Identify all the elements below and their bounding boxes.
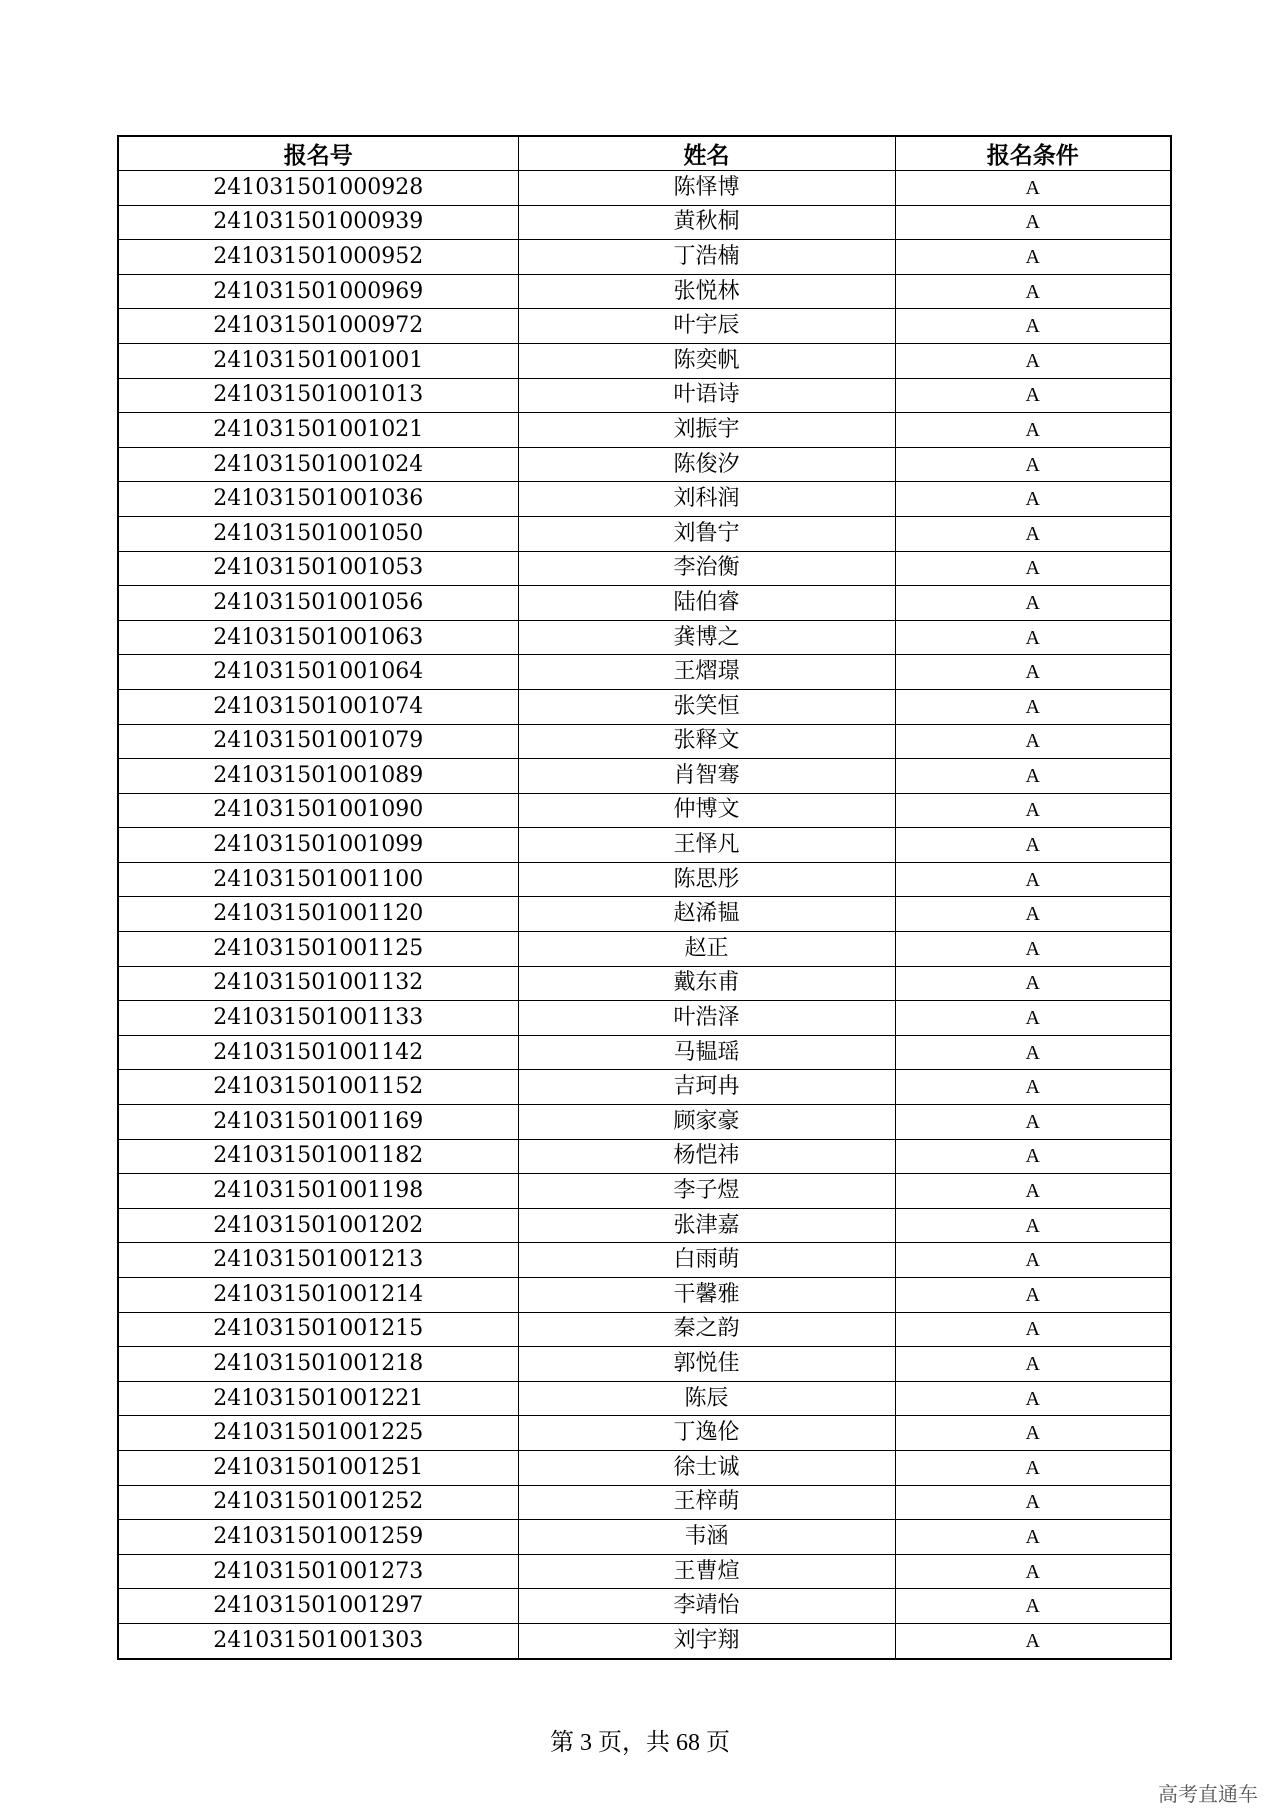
condition-cell: A: [895, 828, 1171, 863]
name-cell: 干馨雅: [518, 1278, 895, 1313]
reg-no-cell: 241031501001251: [118, 1450, 518, 1485]
table-row: [118, 1243, 1171, 1278]
table-row: [118, 1001, 1171, 1036]
condition-cell: A: [895, 309, 1171, 344]
table-row: [118, 897, 1171, 932]
name-cell: 叶浩泽: [518, 1001, 895, 1036]
reg-no-cell: 241031501001099: [118, 828, 518, 863]
reg-no-cell: 241031501001133: [118, 1001, 518, 1036]
table-header: [118, 136, 1171, 171]
name-cell: 肖智骞: [518, 759, 895, 794]
table-row: [118, 1070, 1171, 1105]
name-cell: 刘宇翔: [518, 1623, 895, 1658]
name-cell: 陈奕帆: [518, 343, 895, 378]
condition-cell: A: [895, 1139, 1171, 1174]
condition-cell: A: [895, 378, 1171, 413]
table-row: [118, 171, 1171, 206]
condition-cell: A: [895, 620, 1171, 655]
reg-no-cell: 241031501001074: [118, 689, 518, 724]
reg-no-cell: 241031501001063: [118, 620, 518, 655]
reg-no-cell: 241031501001273: [118, 1554, 518, 1589]
reg-no-cell: 241031501001259: [118, 1520, 518, 1555]
name-cell: 王梓萌: [518, 1485, 895, 1520]
table-row: [118, 343, 1171, 378]
condition-cell: A: [895, 1035, 1171, 1070]
table-row: [118, 966, 1171, 1001]
name-cell: 陈辰: [518, 1381, 895, 1416]
table-row: [118, 1485, 1171, 1520]
name-cell: 徐士诚: [518, 1450, 895, 1485]
condition-cell: A: [895, 1381, 1171, 1416]
table-row: [118, 759, 1171, 794]
condition-cell: A: [895, 1208, 1171, 1243]
reg-no-cell: 241031501001036: [118, 482, 518, 517]
table-row: [118, 1105, 1171, 1140]
condition-cell: A: [895, 759, 1171, 794]
reg-no-cell: 241031501001213: [118, 1243, 518, 1278]
reg-no-cell: 241031501001225: [118, 1416, 518, 1451]
name-cell: 郭悦佳: [518, 1347, 895, 1382]
name-cell: 叶宇辰: [518, 309, 895, 344]
reg-no-cell: 241031501000972: [118, 309, 518, 344]
table-row: [118, 1278, 1171, 1313]
reg-no-cell: 241031501001182: [118, 1139, 518, 1174]
reg-no-cell: 241031501001053: [118, 551, 518, 586]
name-cell: 黄秋桐: [518, 205, 895, 240]
header-condition: 报名条件: [895, 136, 1171, 171]
name-cell: 陈怿博: [518, 171, 895, 206]
condition-cell: A: [895, 343, 1171, 378]
name-cell: 韦涵: [518, 1520, 895, 1555]
table-body: [118, 171, 1171, 1659]
condition-cell: A: [895, 171, 1171, 206]
condition-cell: A: [895, 1001, 1171, 1036]
condition-cell: A: [895, 1312, 1171, 1347]
table-row: [118, 828, 1171, 863]
table-row: [118, 932, 1171, 967]
table-row: [118, 689, 1171, 724]
name-cell: 戴东甫: [518, 966, 895, 1001]
condition-cell: A: [895, 1174, 1171, 1209]
name-cell: 刘科润: [518, 482, 895, 517]
table-row: [118, 1589, 1171, 1624]
table-row: [118, 274, 1171, 309]
name-cell: 王曹煊: [518, 1554, 895, 1589]
condition-cell: A: [895, 274, 1171, 309]
condition-cell: A: [895, 1416, 1171, 1451]
name-cell: 王怿凡: [518, 828, 895, 863]
condition-cell: A: [895, 1243, 1171, 1278]
table-row: [118, 586, 1171, 621]
reg-no-cell: 241031501001198: [118, 1174, 518, 1209]
name-cell: 陈俊汐: [518, 447, 895, 482]
reg-no-cell: 241031501001079: [118, 724, 518, 759]
table-row: [118, 413, 1171, 448]
reg-no-cell: 241031501000952: [118, 240, 518, 275]
name-cell: 仲博文: [518, 793, 895, 828]
table-row: [118, 309, 1171, 344]
condition-cell: A: [895, 655, 1171, 690]
header-reg-no: 报名号: [118, 136, 518, 171]
table-row: [118, 378, 1171, 413]
watermark: 高考直通车: [1158, 1782, 1258, 1806]
reg-no-cell: 241031501001252: [118, 1485, 518, 1520]
table-row: [118, 1450, 1171, 1485]
name-cell: 陆伯睿: [518, 586, 895, 621]
condition-cell: A: [895, 793, 1171, 828]
name-cell: 秦之韵: [518, 1312, 895, 1347]
reg-no-cell: 241031501001064: [118, 655, 518, 690]
condition-cell: A: [895, 205, 1171, 240]
name-cell: 王熠璟: [518, 655, 895, 690]
reg-no-cell: 241031501001021: [118, 413, 518, 448]
condition-cell: A: [895, 1589, 1171, 1624]
reg-no-cell: 241031501001214: [118, 1278, 518, 1313]
name-cell: 刘振宇: [518, 413, 895, 448]
table-row: [118, 1347, 1171, 1382]
condition-cell: A: [895, 1070, 1171, 1105]
condition-cell: A: [895, 966, 1171, 1001]
table-row: [118, 1416, 1171, 1451]
name-cell: 叶语诗: [518, 378, 895, 413]
condition-cell: A: [895, 724, 1171, 759]
name-cell: 张笑恒: [518, 689, 895, 724]
name-cell: 马韫瑶: [518, 1035, 895, 1070]
name-cell: 李靖怡: [518, 1589, 895, 1624]
name-cell: 张津嘉: [518, 1208, 895, 1243]
condition-cell: A: [895, 240, 1171, 275]
reg-no-cell: 241031501001050: [118, 516, 518, 551]
name-cell: 顾家豪: [518, 1105, 895, 1140]
table-row: [118, 516, 1171, 551]
table-row: [118, 724, 1171, 759]
reg-no-cell: 241031501001215: [118, 1312, 518, 1347]
name-cell: 李子煜: [518, 1174, 895, 1209]
table-row: [118, 1035, 1171, 1070]
name-cell: 张悦林: [518, 274, 895, 309]
name-cell: 刘鲁宁: [518, 516, 895, 551]
name-cell: 杨恺祎: [518, 1139, 895, 1174]
reg-no-cell: 241031501000928: [118, 171, 518, 206]
name-cell: 白雨萌: [518, 1243, 895, 1278]
condition-cell: A: [895, 1554, 1171, 1589]
condition-cell: A: [895, 1520, 1171, 1555]
table-row: [118, 1174, 1171, 1209]
condition-cell: A: [895, 413, 1171, 448]
condition-cell: A: [895, 689, 1171, 724]
condition-cell: A: [895, 1450, 1171, 1485]
table-row: [118, 655, 1171, 690]
condition-cell: A: [895, 586, 1171, 621]
reg-no-cell: 241031501001132: [118, 966, 518, 1001]
table-row: [118, 1312, 1171, 1347]
condition-cell: A: [895, 1623, 1171, 1658]
reg-no-cell: 241031501001090: [118, 793, 518, 828]
reg-no-cell: 241031501001056: [118, 586, 518, 621]
reg-no-cell: 241031501001202: [118, 1208, 518, 1243]
table-row: [118, 551, 1171, 586]
table-row: [118, 205, 1171, 240]
name-cell: 陈思彤: [518, 862, 895, 897]
reg-no-cell: 241031501001169: [118, 1105, 518, 1140]
condition-cell: A: [895, 862, 1171, 897]
condition-cell: A: [895, 1485, 1171, 1520]
condition-cell: A: [895, 1278, 1171, 1313]
reg-no-cell: 241031501001221: [118, 1381, 518, 1416]
name-cell: 赵正: [518, 932, 895, 967]
name-cell: 龚博之: [518, 620, 895, 655]
table-row: [118, 862, 1171, 897]
reg-no-cell: 241031501000939: [118, 205, 518, 240]
reg-no-cell: 241031501001001: [118, 343, 518, 378]
reg-no-cell: 241031501001024: [118, 447, 518, 482]
registration-table: [117, 135, 1172, 1660]
reg-no-cell: 241031501001013: [118, 378, 518, 413]
reg-no-cell: 241031501001089: [118, 759, 518, 794]
reg-no-cell: 241031501001297: [118, 1589, 518, 1624]
table-row: [118, 1381, 1171, 1416]
condition-cell: A: [895, 932, 1171, 967]
name-cell: 赵浠韫: [518, 897, 895, 932]
table-row: [118, 482, 1171, 517]
reg-no-cell: 241031501001142: [118, 1035, 518, 1070]
reg-no-cell: 241031501001120: [118, 897, 518, 932]
name-cell: 丁逸伦: [518, 1416, 895, 1451]
table-row: [118, 1139, 1171, 1174]
condition-cell: A: [895, 551, 1171, 586]
page-number: 第 3 页，共 68 页: [550, 1730, 730, 1756]
reg-no-cell: 241031501001303: [118, 1623, 518, 1658]
table-row: [118, 1623, 1171, 1658]
table-row: [118, 1520, 1171, 1555]
reg-no-cell: 241031501001218: [118, 1347, 518, 1382]
reg-no-cell: 241031501001125: [118, 932, 518, 967]
name-cell: 吉珂冉: [518, 1070, 895, 1105]
condition-cell: A: [895, 897, 1171, 932]
condition-cell: A: [895, 482, 1171, 517]
table-row: [118, 793, 1171, 828]
table-row: [118, 1554, 1171, 1589]
reg-no-cell: 241031501001100: [118, 862, 518, 897]
condition-cell: A: [895, 516, 1171, 551]
name-cell: 丁浩楠: [518, 240, 895, 275]
condition-cell: A: [895, 1347, 1171, 1382]
name-cell: 张释文: [518, 724, 895, 759]
reg-no-cell: 241031501000969: [118, 274, 518, 309]
condition-cell: A: [895, 447, 1171, 482]
name-cell: 李治衡: [518, 551, 895, 586]
header-name: 姓名: [518, 136, 895, 171]
condition-cell: A: [895, 1105, 1171, 1140]
header-row: [118, 136, 1171, 171]
table-row: [118, 447, 1171, 482]
table-row: [118, 240, 1171, 275]
table-row: [118, 620, 1171, 655]
reg-no-cell: 241031501001152: [118, 1070, 518, 1105]
table-row: [118, 1208, 1171, 1243]
